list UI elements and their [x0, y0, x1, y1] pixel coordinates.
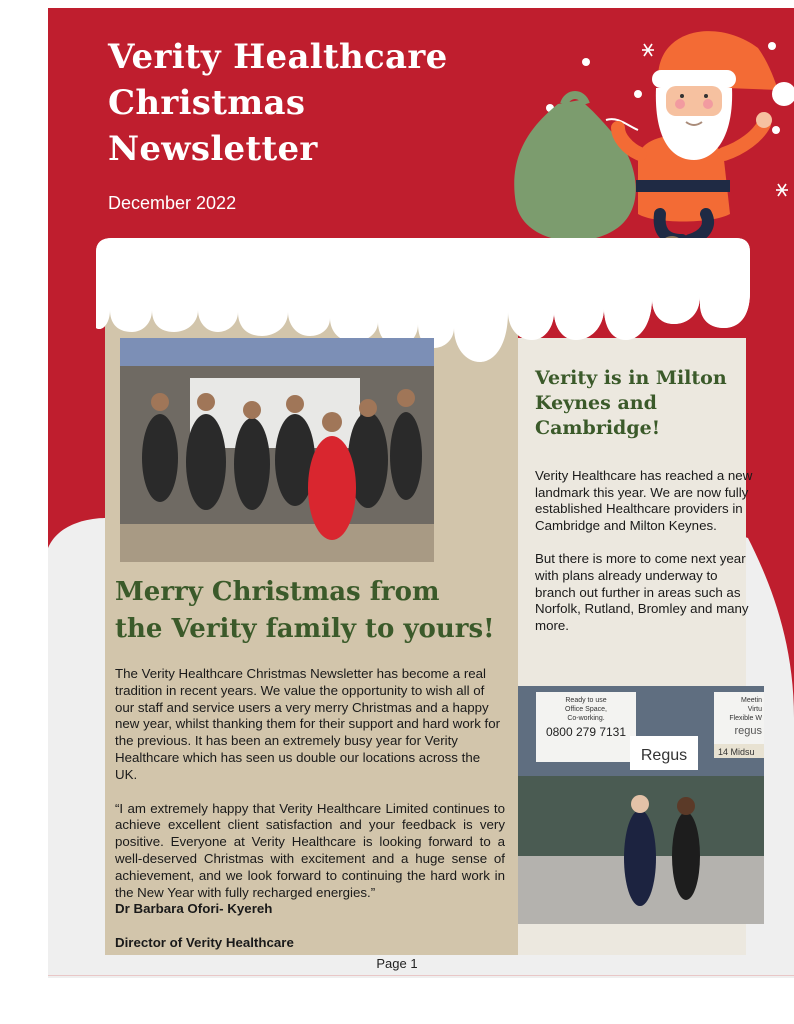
snow-dot: [582, 58, 590, 66]
signature-title: Director of Verity Healthcare: [115, 935, 294, 951]
director-quote: “I am extremely happy that Verity Healthcare Limited continues to achieve excellent client satisfaction and your feedback is very positive. Everyone at Verity Healthcare is looking forward to a well-deserved Christmas with excitement and a huge sense of achievement, and we look forward to continuing the hard work in the New Year with fully recharged energies.”: [115, 800, 505, 900]
sidebar-paragraph: But there is more to come next year with plans already underway to branch out further in areas such as Norfolk, Rutland, Bromley and many more.: [535, 551, 749, 633]
sign-text: Virtu: [747, 706, 762, 713]
sign-text: Flexible W: [729, 715, 762, 722]
team-photo: [120, 338, 434, 562]
sign-text: Co-working.: [567, 715, 605, 722]
sidebar-heading-line: Keynes and: [535, 392, 657, 414]
snow-dot: [772, 126, 780, 134]
heading-line: the Verity family to yours!: [115, 614, 495, 644]
signature-name: Dr Barbara Ofori- Kyereh: [115, 901, 273, 917]
sidebar-heading-line: Verity is in Milton: [535, 367, 727, 389]
sidebar-heading-line: Cambridge!: [535, 417, 661, 439]
sign-text: Ready to use: [565, 697, 607, 704]
santa-arm: [724, 124, 764, 154]
page-number: Page 1: [376, 956, 418, 971]
intro-paragraph: The Verity Healthcare Christmas Newsletter has become a real tradition in recent years. We value the opportunity to wish all of our staff and service users a very merry Christmas and a happy new year, whilst thanking them for their support and hard work for the previous. It has been an extremely busy year for Verity Healthcare which has seen us double our locations across the UK.: [115, 666, 501, 782]
heading-line: Merry Christmas from: [115, 577, 440, 607]
title-line: Verity Healthcare: [108, 37, 448, 77]
main-heading: [115, 574, 515, 648]
santa-eye: [680, 94, 684, 98]
snow-dot: [634, 90, 642, 98]
santa-face: [666, 86, 722, 116]
santa-belt: [636, 180, 730, 192]
title-line: Christmas: [108, 83, 306, 123]
hat-brim: [652, 70, 736, 88]
office-photo: [518, 686, 764, 924]
sidebar-article: [535, 468, 755, 651]
footer-divider: [48, 975, 794, 976]
snow-dot: [768, 42, 776, 50]
santa-cheek: [703, 99, 713, 109]
santa-hand: [756, 112, 772, 128]
sign-phone: 0800 279 7131: [545, 725, 627, 739]
santa-cheek: [675, 99, 685, 109]
newsletter-date: December 2022: [108, 193, 237, 213]
newsletter-page: [48, 8, 794, 978]
sign-text: Meetin: [740, 697, 762, 704]
newsletter-title: [108, 34, 448, 172]
street-sign: 14 Midsu: [718, 747, 755, 757]
santa-eye: [704, 94, 708, 98]
title-line: Newsletter: [108, 129, 318, 169]
sign-brand: regus: [734, 725, 762, 737]
regus-logo: Regus: [640, 747, 688, 764]
sidebar-paragraph: Verity Healthcare has reached a new landmark this year. We are now fully established Healthcare providers in Cambridge and Milton Keynes.: [535, 468, 753, 533]
sidebar-heading: [535, 366, 745, 441]
sign-text: Office Space,: [565, 706, 607, 713]
main-article: [115, 666, 505, 969]
